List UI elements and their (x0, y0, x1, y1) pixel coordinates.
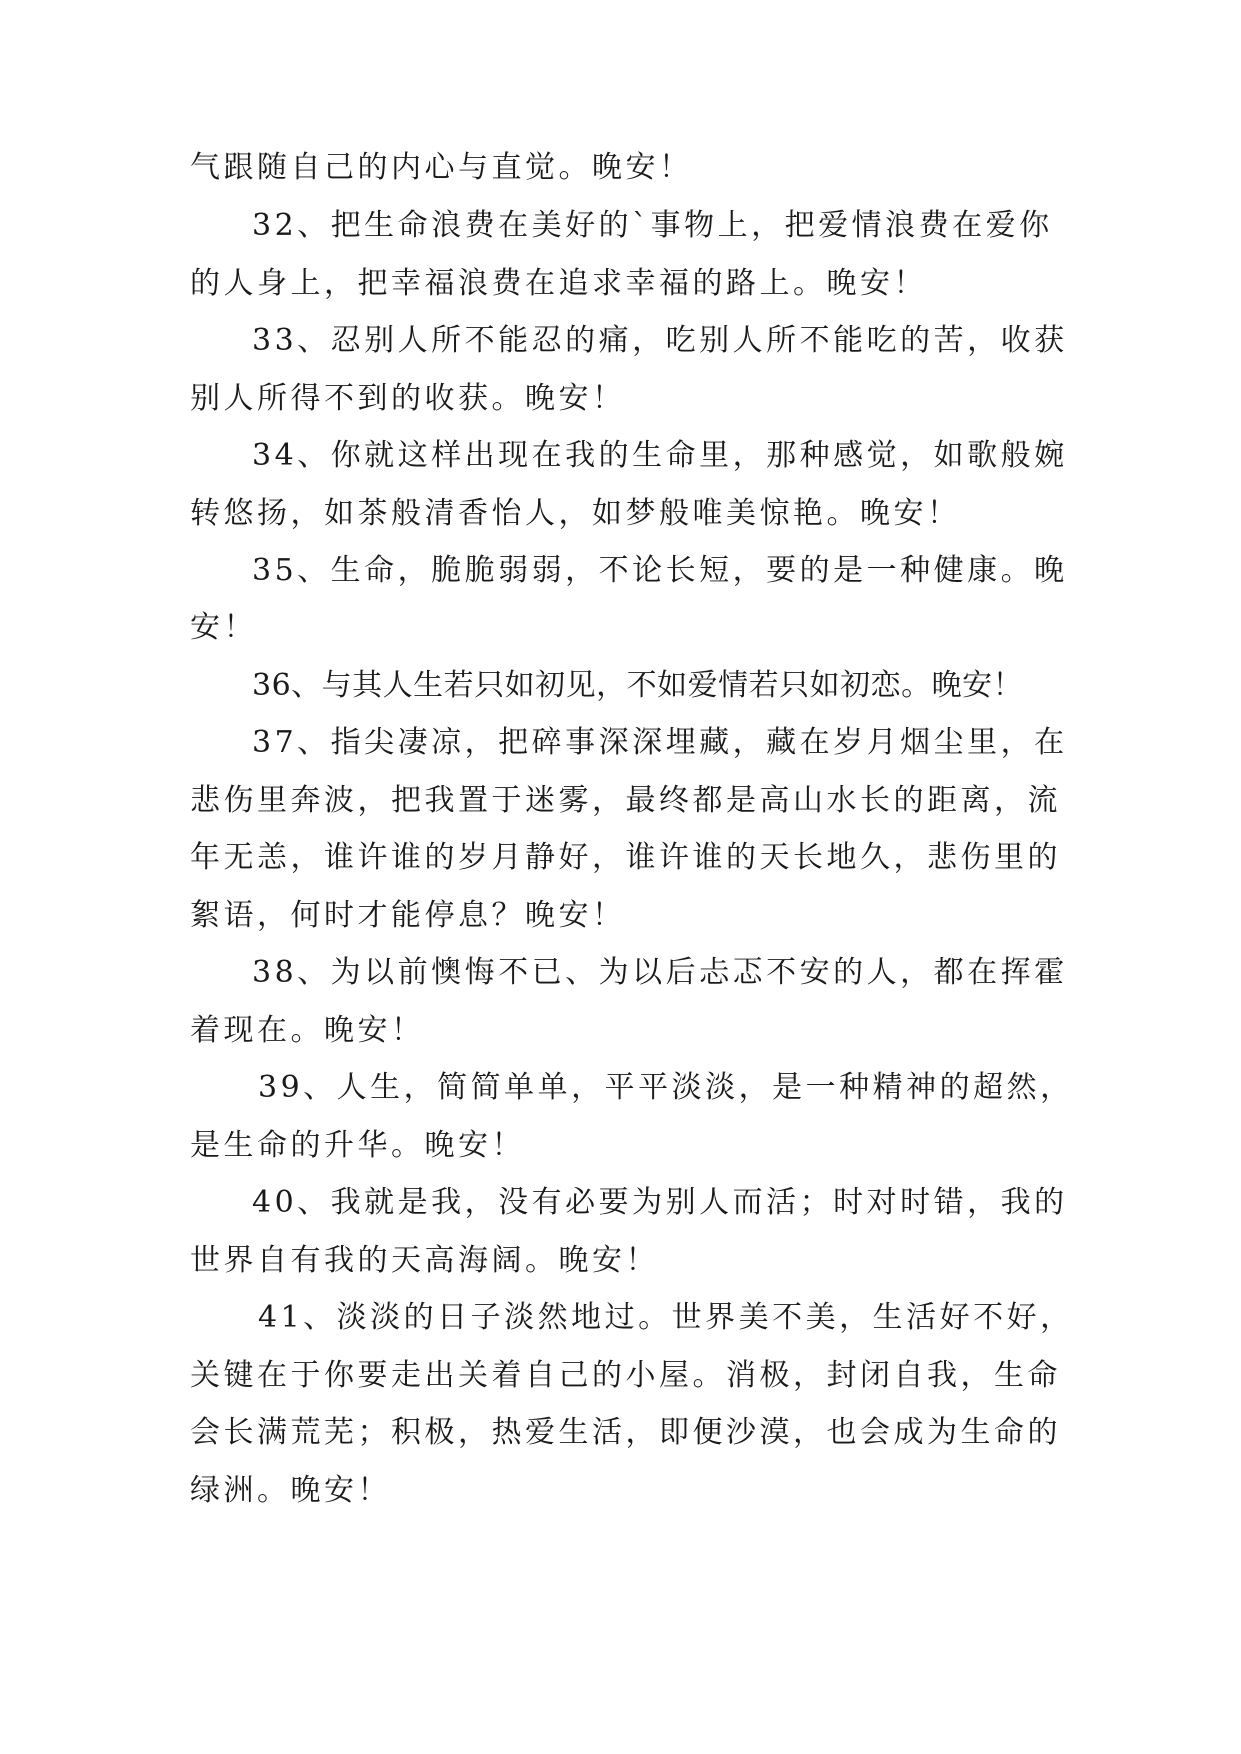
paragraph-36-line-1: 36、与其人生若只如初见，不如爱情若只如初恋。晚安！ (252, 668, 1024, 703)
paragraph-37-line-4: 絮语，何时才能停息？晚安！ (190, 898, 626, 933)
paragraph-39-line-1: 39、人生，简简单单，平平淡淡，是一种精神的超然， (258, 1070, 1074, 1105)
paragraph-38-line-2: 着现在。晚安！ (190, 1013, 425, 1048)
paragraph-41-line-1: 41、淡淡的日子淡然地过。世界美不美，生活好不好， (258, 1300, 1074, 1335)
paragraph-39-line-2: 是生命的升华。晚安！ (190, 1128, 525, 1163)
paragraph-34-line-1: 34、你就这样出现在我的生命里，那种感觉，如歌般婉 (252, 438, 1068, 473)
paragraph-33-line-1: 33、忍别人所不能忍的痛，吃别人所不能吃的苦，收获 (252, 323, 1068, 358)
paragraph-37-line-2: 悲伤里奔波，把我置于迷雾，最终都是高山水长的距离，流 (190, 783, 1061, 818)
paragraph-34-line-2: 转悠扬，如茶般清香怡人，如梦般唯美惊艳。晚安！ (190, 496, 961, 531)
paragraph-41-line-3: 会长满荒芜；积极，热爱生活，即便沙漠，也会成为生命的 (190, 1415, 1061, 1450)
paragraph-32-line-2: 的人身上，把幸福浪费在追求幸福的路上。晚安！ (190, 266, 927, 301)
paragraph-40-line-2: 世界自有我的天高海阔。晚安！ (190, 1243, 659, 1278)
paragraph-35-line-2: 安！ (190, 610, 257, 645)
paragraph-33-line-2: 别人所得不到的收获。晚安！ (190, 381, 626, 416)
paragraph-32-line-1: 32、把生命浪费在美好的`事物上，把爱情浪费在爱你 (252, 208, 1053, 243)
paragraph-41-line-4: 绿洲。晚安！ (190, 1473, 391, 1508)
paragraph-37-line-3: 年无恙，谁许谁的岁月静好，谁许谁的天长地久，悲伤里的 (190, 840, 1061, 875)
text-line: 气跟随自己的内心与直觉。晚安！ (190, 150, 693, 185)
paragraph-37-line-1: 37、指尖凄凉，把碎事深深埋藏，藏在岁月烟尘里，在 (252, 725, 1068, 760)
paragraph-41-line-2: 关键在于你要走出关着自己的小屋。消极，封闭自我，生命 (190, 1358, 1061, 1393)
paragraph-35-line-1: 35、生命，脆脆弱弱，不论长短，要的是一种健康。晚 (252, 553, 1068, 588)
paragraph-38-line-1: 38、为以前懊悔不已、为以后忐忑不安的人，都在挥霍 (252, 955, 1068, 990)
paragraph-40-line-1: 40、我就是我，没有必要为别人而活；时对时错，我的 (252, 1185, 1068, 1220)
